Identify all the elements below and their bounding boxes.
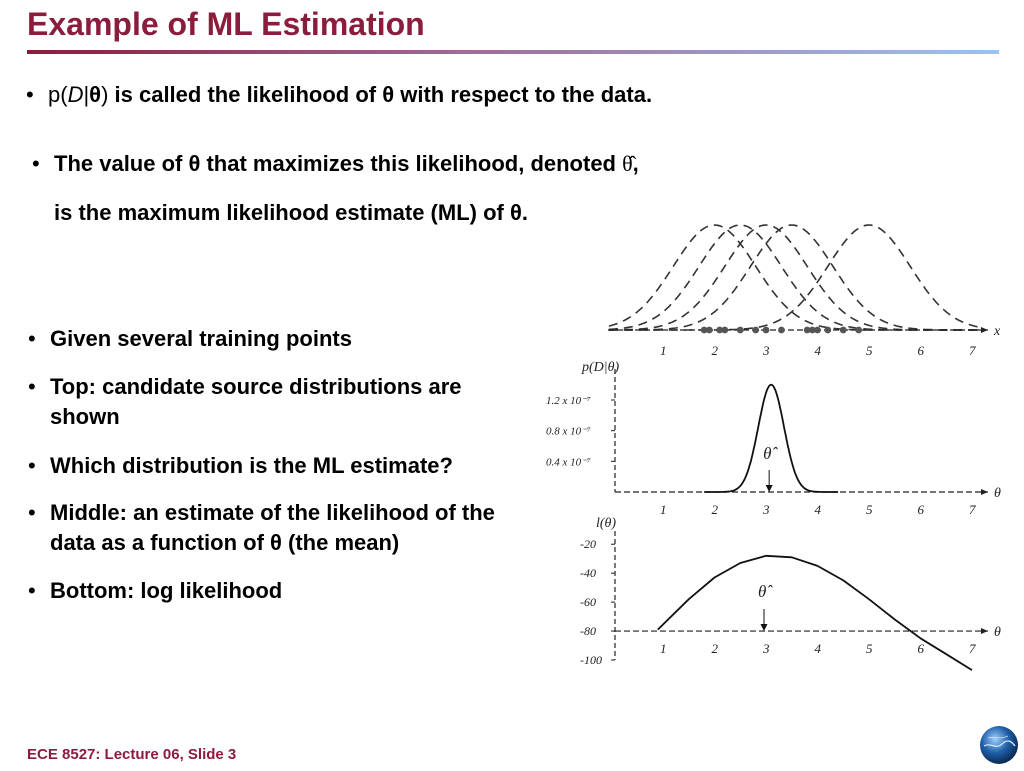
bottom-x-tick-label: 7 [969,641,976,657]
middle-y-tick-label: 0.8 x 10⁻⁷ [546,425,591,438]
figure-svg [540,215,1010,675]
bullet-dot: • [28,578,36,603]
middle-x-tick-label: 5 [866,502,873,517]
bottom-x-tick-label: 3 [763,641,770,657]
bottom-y-axis-label: l(θ) [596,516,617,531]
bullet-dot: • [28,374,36,399]
bullet-dot: • [26,82,34,107]
bullet-candidate-distributions [28,372,530,432]
middle-theta-hat-label: θ̂ [763,444,772,463]
middle-x-tick-label: 3 [763,502,770,517]
bottom-x-axis-arrow [981,628,988,634]
title-underline [27,50,999,54]
training-point [824,327,831,334]
top-x-tick-label: 6 [917,343,924,358]
middle-x-tick-label: 4 [814,502,821,517]
bullet-log-likelihood [28,576,530,606]
middle-theta-hat-arrowhead [766,485,773,492]
theta-hat-symbol: θ̂ [622,151,633,176]
bullet-which-ml [28,451,530,481]
bullet-text: Given several training points [50,326,352,351]
slide-title: Example of ML Estimation [27,6,425,42]
bottom-x-tick-label: 1 [660,641,667,657]
bullet-text: Top: candidate source distributions are shown [50,374,462,429]
bullet-dot: • [28,500,36,525]
comma: , [632,151,639,176]
top-x-tick-label: 4 [814,343,821,358]
bullet-dot: • [28,326,36,351]
bottom-x-tick-label: 5 [866,641,873,657]
top-x-tick-label: 3 [763,343,770,358]
training-point [737,327,744,334]
bottom-y-tick-label: -80 [580,624,596,639]
top-x-tick-label: 5 [866,343,873,358]
training-point [840,327,847,334]
bottom-x-axis-label: θ [994,625,1001,641]
training-point [763,327,770,334]
bullet-2-line-2: is the maximum likelihood estimate (ML) of θ. [54,200,528,225]
candidate-distribution-curve [609,225,982,330]
training-point [752,327,759,334]
middle-y-axis-label: p(D|θ) [582,360,620,375]
bottom-x-tick-label: 6 [917,641,924,657]
bullet-1-text: is called the likelihood of θ with respect to the data. [108,82,653,107]
bullet-text: Which distribution is the ML estimate? [50,453,453,478]
bottom-y-tick-label: -60 [580,595,596,610]
bullet-text: Middle: an estimate of the likelihood of the data as a function of θ (the mean) [50,500,495,555]
bottom-y-tick-label: -100 [580,653,602,667]
middle-x-tick-label: 1 [660,502,667,517]
given-bar: | [83,82,90,107]
bottom-x-tick-label: 2 [711,641,718,657]
ml-estimation-figure [540,215,1010,675]
middle-x-tick-label: 2 [711,502,718,517]
middle-x-axis-label: θ [994,486,1001,501]
top-x-tick-label: 1 [660,343,667,358]
p-symbol: p( [48,82,68,107]
d-symbol: D [67,82,84,107]
middle-y-tick-label: 1.2 x 10⁻⁷ [546,395,591,407]
bullet-ml-estimate [32,149,639,179]
top-x-axis-label: x [994,324,1001,339]
bottom-x-tick-label: 4 [814,641,821,657]
bottom-theta-hat-arrowhead [761,624,768,631]
bullet-2-line-1: The value of θ that maximizes this likelihood, denoted [54,151,616,176]
bottom-y-tick-label: -40 [580,566,596,581]
middle-y-tick-label: 0.4 x 10⁻⁷ [546,456,591,469]
bullet-likelihood-function [28,498,530,558]
middle-x-axis-arrow [981,489,988,495]
top-x-tick-label: 2 [711,343,718,358]
likelihood-curve [704,385,838,492]
logo-globe-icon [978,724,1020,766]
training-point [721,327,728,334]
bullet-text: Bottom: log likelihood [50,578,283,603]
bullet-training-points [28,324,530,354]
theta-symbol: θ [89,82,102,107]
bullet-likelihood-definition [26,80,653,110]
middle-x-tick-label: 6 [917,502,924,517]
training-point [814,327,821,334]
footer-text: ECE 8527: Lecture 06, Slide 3 [27,746,237,763]
top-x-tick-label: 7 [969,343,976,358]
bullet-dot: • [32,151,40,176]
bullet-dot: • [28,453,36,478]
middle-x-tick-label: 7 [969,502,976,517]
close-paren: ) [101,82,109,107]
training-point [706,327,713,334]
bottom-theta-hat-label: θ̂ [758,582,767,602]
top-x-axis-arrow [981,327,988,333]
bottom-y-tick-label: -20 [580,537,596,552]
training-point [855,327,862,334]
training-point [778,327,785,334]
